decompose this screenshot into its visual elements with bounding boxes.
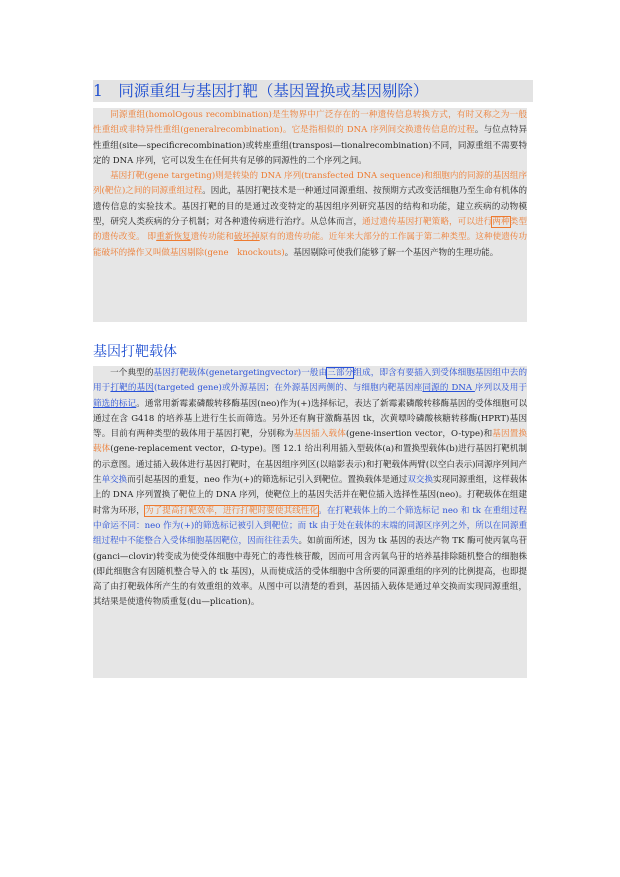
body-text: 而引起基因的重复，neo 作为(+)的筛选标记引入到靶位。置换载体是通过	[127, 475, 408, 486]
paragraph-targeting-vector	[93, 366, 527, 611]
body-text: 。与位点特异性重组(site—specificrecombination)或转座重组(transposi—tionalrecombination)不同，同源重组不需要特定的 DNA 序列，它可以发生在任何共有足够的同源性的二个序列之间。	[93, 125, 527, 166]
boxed-text: 三部分	[327, 368, 354, 378]
section-heading-homologous-recombination: 1 同源重组与基因打靶（基因置换或基因剔除）	[93, 80, 533, 102]
body-text: 。如前面所述，因为 tk 基因的表达产物 TK 酶可使丙氧鸟苷(ganci—clovir)转变成为使受体细胞中毒死亡的毒性核苷酸，因而可用含丙氧鸟苷的培养基排除随机整合的细胞株(即此细胞含有因随机整合导入的 tk 基因)，从而使成活的受体细胞中含所要的同源重组的序列的比例提高，也即提高了由打靶载体所产生的有效重组的效率。从图中可以清楚的看到，基因插入载体是通过单交换而实现同源重组，其结果是使遗传物质重复(du—plication)。	[93, 536, 528, 608]
highlight-text: (targeted gene)或外源基因；在外源基因两侧的、与细胞内靶基因座	[154, 383, 423, 394]
highlight-text: 基因置换载体	[93, 429, 528, 455]
underlined-text: 筛选的标记	[93, 398, 137, 409]
highlight-text: 序列以及用于	[474, 383, 528, 394]
underlined-text: 打靶的基因	[110, 383, 155, 394]
highlight-text: 。在打靶载体上的二个筛选标记 neo 和 tk 在重组过程中命运不同：neo 作为(+)的筛选标记被引入到靶位；而 tk 由于处在载体的末端的同源区序列之外，所以在同源重组过程中不能整合入受体细胞基因靶位，因而往往丢失	[93, 505, 528, 547]
highlight-text: 原有的遗传功能。近年来大部分的工作属于第二种类型。这种使遗传功能破坏的操作又叫做基因剔除(gene knockouts)	[93, 232, 528, 258]
highlight-text: 同源重组(homolOgous recombination)是生物界中广泛存在的一种遗传信息转换方式，有时又称之为一般性重组或非特异性重组(generalrecombination)。它是指相似的 DNA 序列间交换遗传信息的过程	[93, 110, 527, 136]
highlight-text: 基因打靶载体(genetargetingvector)一般由	[153, 368, 328, 378]
body-text: 。通常用新霉素磷酸转移酶基因(neo)作为(+)选择标记，表达了新霉素磷酸转移酶基因的受体细胞可以通过在含 G418 的培养基上进行生长而筛选。另外还有胸苷激酶基因 tk，次黄嘌呤磷酸核糖转移酶(HPRT)基因等。目前有两种类型的载体用于基因打靶，分别称为	[93, 398, 527, 440]
highlight-text: 通过遗传基因打靶策略，可以进行	[362, 217, 493, 228]
paragraph-gene-targeting	[93, 169, 527, 261]
highlight-text: 类型的遗传改变。 即	[93, 217, 528, 243]
body-text: (gene-insertion vector，O-type)和	[346, 429, 493, 440]
body-text: (gene-replacement vector，Ω-type)。图 12.1 给出利用插入型载体(a)和置换型载体(b)进行基因打靶机制的示意图。通过插入载体进行基因打靶时，在基因组序列区(以暗影表示)和打靶载体两臂(以空白表示)同源序列间产生	[93, 444, 528, 486]
highlight-text: 基因打靶(gene targeting)则是转染的 DNA 序列(transfected DNA sequence)和细胞内的同源的基因组序列(靶位)之间的同源重组过程	[93, 171, 527, 197]
underlined-text: 破坏掉	[233, 232, 260, 243]
body-text: 。基因剔除可使我们能够了解一个基因产物的生理功能。	[284, 247, 499, 258]
underlined-text: 同源的 DNA	[422, 383, 475, 394]
underlined-text: 重新恢复	[156, 232, 191, 243]
body-text: 实现同源重组，这样载体上的 DNA 序列置换了靶位上的 DNA 序列，使靶位上的基因失活并在靶位插入选择性基因(neo)。打靶载体在组建时常为环形，	[93, 475, 528, 516]
paragraph-homologous-recombination	[93, 108, 527, 169]
highlight-text: 基因插入载体	[293, 429, 347, 440]
body-text: 。因此，基因打靶技术是一种通过同源重组、按预期方式改变活细胞乃至生命有机体的遗传信息的实验技术。基因打靶的目的是通过改变特定的基因组序列研究基因的结构和功能，建立疾病的动物模型，研究人类疾病的分子机制；对各种遗传病进行治疗。从总体而言，	[93, 186, 528, 228]
boxed-text: 两种	[492, 217, 510, 228]
body-text: 一个典型的	[110, 368, 154, 378]
section2-body	[93, 366, 527, 678]
highlight-text: 双交换	[407, 475, 434, 486]
section1-body	[93, 108, 527, 322]
boxed-text: 为了提高打靶效率，进行打靶时要使其线性化	[144, 505, 319, 516]
highlight-text: 遗传功能和	[190, 232, 234, 243]
section-heading-targeting-vector: 基因打靶载体	[93, 344, 177, 360]
highlight-text: 单交换	[101, 475, 128, 486]
highlight-text: 组成，即含有要插入到受体细胞基因组中去的用于	[93, 368, 528, 394]
